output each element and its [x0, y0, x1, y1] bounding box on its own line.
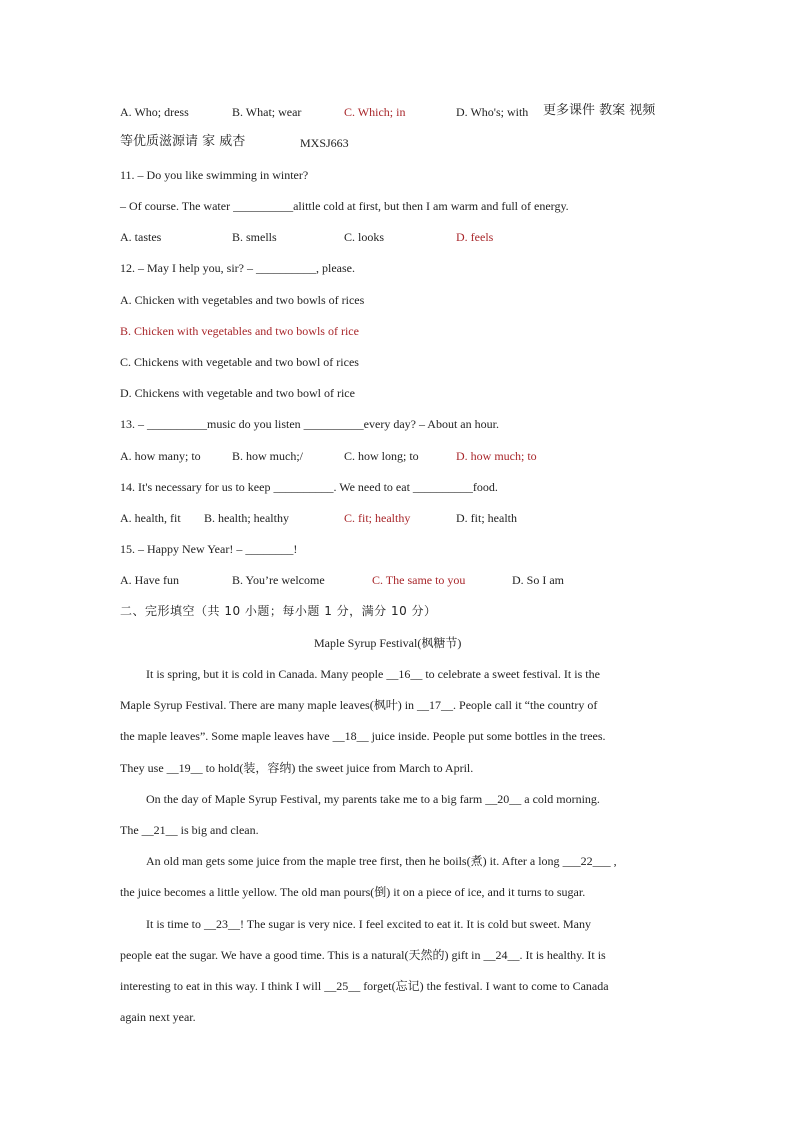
- passage-line: [120, 978, 609, 994]
- watermark-code: MXSJ663: [300, 136, 349, 150]
- passage-line: [120, 822, 259, 838]
- passage-text: people eat the sugar. We have a good time. This is a natural(天然的) gift in: [120, 948, 484, 962]
- q11-option-b: B. smells: [232, 230, 277, 244]
- passage-text: ,: [610, 854, 617, 868]
- blank-18: __18__: [332, 729, 369, 743]
- q12-option-a: A. Chicken with vegetables and two bowls of rices: [120, 293, 365, 307]
- passage-text: the maple leaves”. Some maple leaves have: [120, 729, 333, 743]
- q15-blank: ________: [245, 542, 294, 556]
- q13-option-c: C. how long; to: [344, 449, 419, 463]
- q14-option-d: D. fit; health: [456, 511, 517, 525]
- q14-option-a: A. health, fit: [120, 511, 181, 525]
- q12-question: [120, 260, 355, 276]
- q15-text-post: !: [293, 542, 298, 556]
- passage-text: The: [120, 823, 142, 837]
- q15-text-pre: 15. – Happy New Year! –: [120, 542, 246, 556]
- q13-option-d-answer: D. how much; to: [456, 449, 537, 463]
- passage-text: a cold morning.: [521, 792, 600, 806]
- q11-option-d-answer: D. feels: [456, 230, 494, 244]
- q14-text-post: food.: [472, 480, 498, 494]
- passage-text: . It is healthy. It is: [519, 948, 606, 962]
- q13-text-mid: music do you listen: [207, 417, 304, 431]
- passage-text: . People call it “the country of: [453, 698, 598, 712]
- q14-question: [120, 479, 498, 495]
- q13-text-post: every day? – About an hour.: [363, 417, 499, 431]
- q13-blank-1: __________: [147, 417, 207, 431]
- q10-option-b: B. What; wear: [232, 105, 302, 119]
- q11-answer-line: [120, 198, 569, 214]
- q12-option-d: D. Chickens with vegetable and two bowl of rice: [120, 386, 355, 400]
- q14-blank-2: __________: [412, 480, 473, 494]
- q10-option-c-answer: C. Which; in: [344, 105, 406, 119]
- passage-line: [120, 760, 473, 776]
- section-heading: 二、完形填空（共 10 小题；每小题 1 分，满分 10 分）: [120, 604, 437, 618]
- passage-text: interesting to eat in this way. I think I will: [120, 979, 325, 993]
- q15-question: [120, 541, 297, 557]
- q15-option-b: B. You’re welcome: [232, 573, 325, 587]
- passage-line: [120, 947, 606, 963]
- q14-text-mid: . We need to eat: [333, 480, 413, 494]
- passage-text: Maple Syrup Festival. There are many maple leaves(枫叶) in: [120, 698, 418, 712]
- q12-option-c: C. Chickens with vegetable and two bowl of rices: [120, 355, 359, 369]
- q11-text-post: alittle cold at first, but then I am warm and full of energy.: [293, 199, 569, 213]
- passage-text: ! The sugar is very nice. I feel excited to eat it. It is cold but sweet. Many: [240, 917, 591, 931]
- q12-blank: __________: [255, 261, 316, 275]
- passage-text: It is time to: [146, 917, 204, 931]
- q14-option-b: B. health; healthy: [204, 511, 289, 525]
- watermark-text-1: 更多课件 教案 视频: [543, 103, 656, 118]
- passage-text: is big and clean.: [177, 823, 259, 837]
- passage-text: juice inside. People put some bottles in the trees.: [368, 729, 606, 743]
- blank-20: __20__: [485, 792, 522, 806]
- q11-option-a: A. tastes: [120, 230, 162, 244]
- passage-text: to celebrate a sweet festival. It is the: [422, 667, 600, 681]
- q15-option-d: D. So I am: [512, 573, 564, 587]
- q15-option-a: A. Have fun: [120, 573, 179, 587]
- passage-line: again next year.: [120, 1010, 196, 1024]
- q11-blank: __________: [233, 199, 294, 213]
- passage-line: [120, 728, 606, 744]
- blank-16: __16__: [386, 667, 423, 681]
- q13-option-b: B. how much;/: [232, 449, 303, 463]
- q11-option-c: C. looks: [344, 230, 385, 244]
- q13-question: [120, 416, 499, 432]
- q12-text-post: , please.: [315, 261, 355, 275]
- q11-text-pre: – Of course. The water: [120, 199, 234, 213]
- passage-line: [146, 791, 600, 807]
- blank-23: __23__: [204, 917, 240, 931]
- q14-text-pre: 14. It's necessary for us to keep: [120, 480, 274, 494]
- passage-line: [120, 697, 597, 713]
- passage-text: It is spring, but it is cold in Canada. Many people: [146, 667, 387, 681]
- passage-text: to hold(装，容纳) the sweet juice from March to April.: [202, 761, 474, 775]
- blank-25: __25__: [324, 979, 361, 993]
- passage-text: On the day of Maple Syrup Festival, my parents take me to a big farm: [146, 792, 486, 806]
- blank-24: __24__: [483, 948, 520, 962]
- passage-text: They use: [120, 761, 167, 775]
- q10-option-d: D. Who's; with: [456, 105, 529, 119]
- q15-option-c-answer: C. The same to you: [372, 573, 466, 587]
- passage-text: An old man gets some juice from the maple tree first, then he boils(煮) it. After a long: [146, 854, 563, 868]
- q13-option-a: A. how many; to: [120, 449, 201, 463]
- blank-21: __21__: [141, 823, 178, 837]
- passage-line: [146, 853, 617, 869]
- watermark-text-2: 等优质滋源请 家 威杏: [120, 134, 246, 149]
- blank-22: ___22___: [562, 854, 611, 868]
- passage-line: the juice becomes a little yellow. The old man pours(倒) it on a piece of ice, and it turns to sugar.: [120, 885, 586, 899]
- passage-text: forget(忘记) the festival. I want to come to Canada: [360, 979, 609, 993]
- passage-line: [146, 916, 591, 932]
- passage-title: Maple Syrup Festival(枫糖节): [314, 636, 462, 650]
- q11-question: 11. – Do you like swimming in winter?: [120, 168, 309, 182]
- q13-text-pre: 13. –: [120, 417, 147, 431]
- q12-option-b-answer: B. Chicken with vegetables and two bowls of rice: [120, 324, 359, 338]
- q12-text-pre: 12. – May I help you, sir? –: [120, 261, 256, 275]
- blank-19: __19__: [166, 761, 203, 775]
- q13-blank-2: __________: [303, 417, 364, 431]
- q14-option-c-answer: C. fit; healthy: [344, 511, 411, 525]
- q14-blank-1: __________: [273, 480, 334, 494]
- blank-17: __17__: [417, 698, 454, 712]
- q10-option-a: A. Who; dress: [120, 105, 189, 119]
- passage-line: [146, 666, 600, 682]
